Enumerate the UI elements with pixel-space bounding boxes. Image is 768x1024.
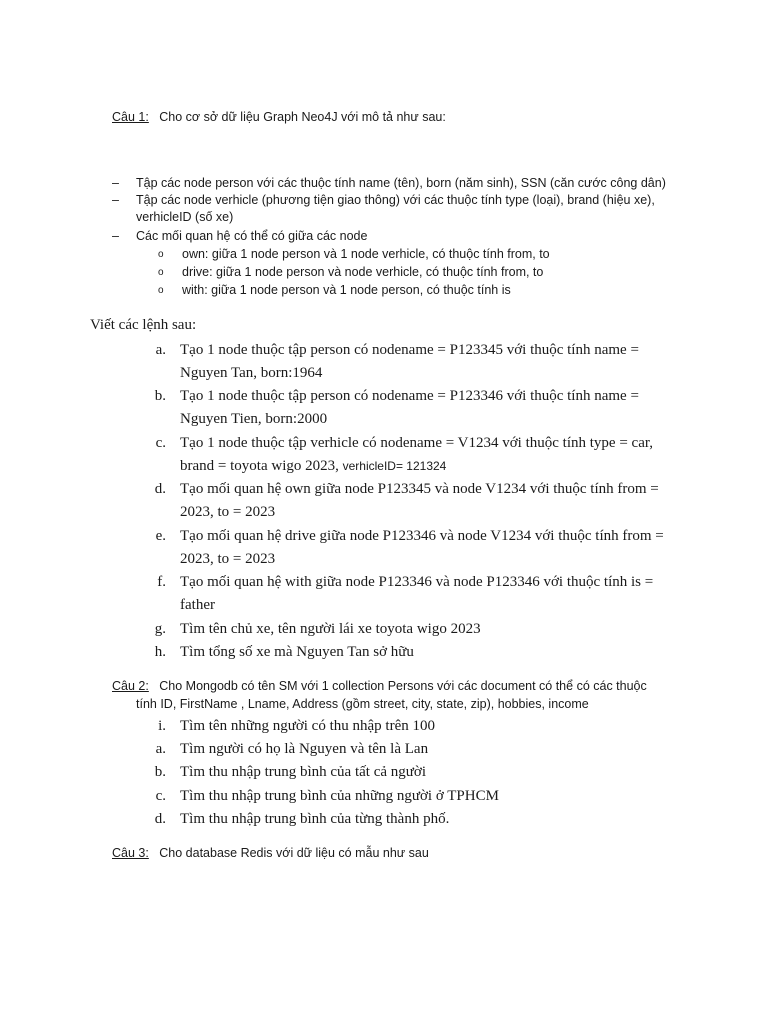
q1-item-continuation: verhicleID (số xe) [136,210,234,224]
dash-marker: – [112,193,119,207]
q2-item: Tìm tên những người có thu nhập trên 100 [180,718,435,734]
task-line: Tạo 1 node thuộc tập person có nodename = P123345 với thuộc tính name = [180,342,639,358]
bullet-marker: o [158,249,164,260]
task-marker: c. [155,435,166,451]
task-marker: g. [154,621,166,637]
q1-heading [112,110,446,124]
q1-sub-item: drive: giữa 1 node person và node verhicle, có thuộc tính from, to [182,265,544,279]
bullet-marker: o [158,267,164,278]
q1-item: Tập các node person với các thuộc tính name (tên), born (năm sinh), SSN (căn cước công dân) [136,176,666,190]
q2-marker: i. [158,718,166,734]
task-line: Tạo mối quan hệ drive giữa node P123346 và node V1234 với thuộc tính from = [180,528,664,544]
q2-item: Tìm người có họ là Nguyen và tên là Lan [180,741,429,757]
q2-item: Tìm thu nhập trung bình của những người ở TPHCM [180,788,499,804]
q3-intro: Cho database Redis với dữ liệu có mẫu như sau [159,846,429,860]
q2-marker: c. [155,788,166,804]
dash-marker: – [112,229,119,243]
task-line: father [180,597,215,613]
task-marker: h. [154,644,166,660]
q2-item: Tìm thu nhập trung bình của từng thành phố. [180,811,450,827]
q2-heading [112,679,647,693]
task-line: Tạo mối quan hệ with giữa node P123346 và node P123346 với thuộc tính is = [180,574,654,590]
task-line: Tạo 1 node thuộc tập verhicle có nodename = V1234 với thuộc tính type = car, [180,435,654,451]
q1-label: Câu 1: [112,110,149,124]
task-line-part: brand = toyota wigo 2023, [180,458,339,474]
q1-item: Tập các node verhicle (phương tiện giao thông) với các thuộc tính type (loại), brand (hiệu xe), [136,193,655,207]
task-line: Nguyen Tan, born:1964 [180,365,323,381]
task-line: 2023, to = 2023 [180,551,276,567]
task-line: 2023, to = 2023 [180,504,276,520]
q2-intro-continuation: tính ID, FirstName , Lname, Address (gồm street, city, state, zip), hobbies, income [136,697,589,711]
task-line: Nguyen Tien, born:2000 [180,411,328,427]
q2-marker: d. [154,811,166,827]
q1-sub-item: own: giữa 1 node person và 1 node verhicle, có thuộc tính from, to [182,247,550,261]
q2-marker: a. [155,741,166,757]
task-line-part: verhicleID= 121324 [342,459,447,473]
instruction-heading: Viết các lệnh sau: [90,317,197,333]
task-line [180,458,446,475]
q1-item: Các mối quan hệ có thể có giữa các node [136,229,368,243]
q1-sub-item: with: giữa 1 node person và 1 node person, có thuộc tính is [182,283,511,297]
q3-heading [112,846,429,860]
bullet-marker: o [158,285,164,296]
task-line: Tạo mối quan hệ own giữa node P123345 và node V1234 với thuộc tính from = [180,481,659,497]
task-line: Tạo 1 node thuộc tập person có nodename = P123346 với thuộc tính name = [180,388,639,404]
task-marker: a. [155,342,166,358]
q2-marker: b. [154,764,166,780]
task-marker: d. [154,481,166,497]
q3-label: Câu 3: [112,846,149,860]
task-line: Tìm tên chủ xe, tên người lái xe toyota wigo 2023 [180,621,481,637]
dash-marker: – [112,176,119,190]
task-marker: f. [157,574,166,590]
q2-intro: Cho Mongodb có tên SM với 1 collection Persons với các document có thể có các thuộc [159,679,647,693]
q1-intro: Cho cơ sở dữ liệu Graph Neo4J với mô tả như sau: [159,110,446,124]
task-line: Tìm tổng số xe mà Nguyen Tan sở hữu [180,644,414,660]
q2-label: Câu 2: [112,679,149,693]
q2-item: Tìm thu nhập trung bình của tất cả người [180,764,427,780]
task-marker: e. [155,528,166,544]
task-marker: b. [154,388,166,404]
